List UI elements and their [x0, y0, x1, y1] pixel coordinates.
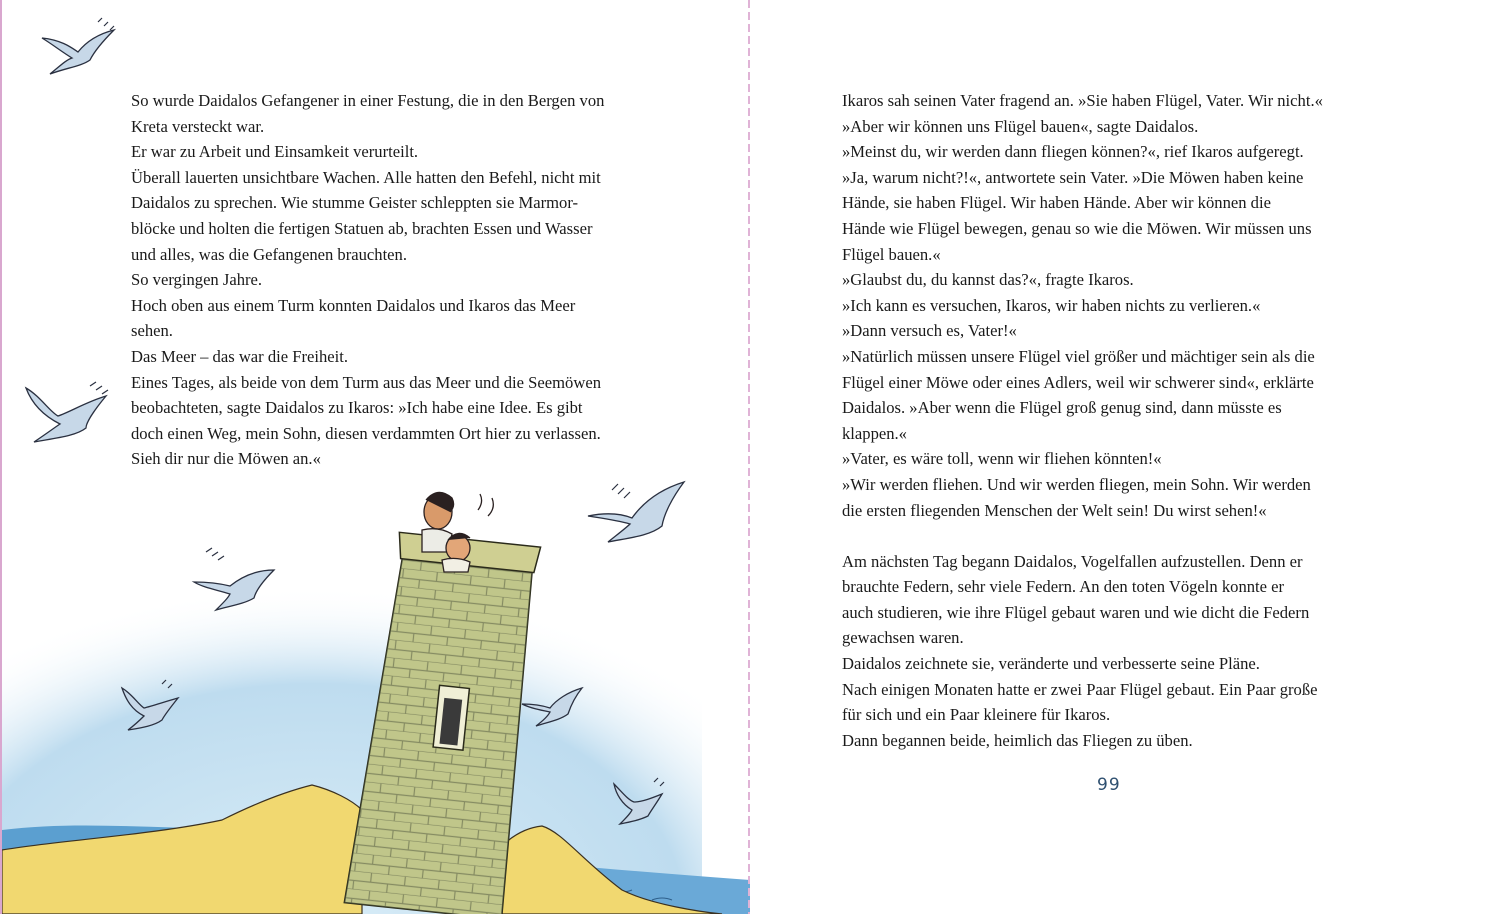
text-line: für sich und ein Paar kleinere für Ikaros. [842, 705, 1111, 725]
paragraph-gap [842, 523, 1402, 549]
text-line: Hoch oben aus einem Turm konnten Daidalos und Ikaros das Meer [131, 295, 576, 315]
text-line: Flügel bauen.« [842, 244, 941, 264]
text-line: sehen. [131, 321, 173, 341]
right-page [750, 0, 1500, 914]
text-line: gewachsen waren. [842, 628, 964, 648]
page-number: 99 [1097, 775, 1121, 795]
text-line: brauchte Federn, sehr viele Federn. An den toten Vögeln konnte er [842, 577, 1285, 597]
text-line: Hände, sie haben Flügel. Wir haben Hände. Aber wir können die [842, 193, 1271, 213]
text-line: Daidalos. »Aber wenn die Flügel groß genug sind, dann müsste es [842, 398, 1282, 418]
text-line: Hände wie Flügel bewegen, genau so wie die Möwen. Wir müssen uns [842, 218, 1312, 238]
text-line: doch einen Weg, mein Sohn, diesen verdammten Ort hier zu verlassen. [131, 423, 601, 443]
text-line: Überall lauerten unsichtbare Wachen. Alle hatten den Befehl, nicht mit [131, 167, 601, 187]
text-line: Ikaros sah seinen Vater fragend an. »Sie haben Flügel, Vater. Wir nicht.« [842, 91, 1323, 110]
text-line: klappen.« [842, 423, 907, 443]
seagull-icon [614, 778, 664, 824]
text-line: Nach einigen Monaten hatte er zwei Paar Flügel gebaut. Ein Paar große [842, 679, 1318, 699]
text-line: Eines Tages, als beide von dem Turm aus das Meer und die Seemöwen [131, 372, 601, 392]
text-line: »Wir werden fliehen. Und wir werden fliegen, mein Sohn. Wir werden [842, 474, 1311, 494]
text-line: Am nächsten Tag begann Daidalos, Vogelfallen aufzustellen. Denn er [842, 551, 1303, 571]
text-line: Das Meer – das war die Freiheit. [131, 346, 349, 366]
seagull-icon [588, 482, 684, 542]
text-line: »Natürlich müssen unsere Flügel viel größer und mächtiger sein als die [842, 346, 1315, 366]
sand-hill-left [2, 785, 362, 914]
text-line: beobachteten, sagte Daidalos zu Ikaros: »Ich habe eine Idee. Es gibt [131, 398, 583, 418]
seagull-icon [122, 680, 178, 730]
text-line: »Ja, warum nicht?!«, antwortete sein Vater. »Die Möwen haben keine [842, 167, 1304, 187]
text-line: »Vater, es wäre toll, wenn wir fliehen könnten!« [842, 449, 1162, 469]
text-line: Daidalos zeichnete sie, veränderte und verbesserte seine Pläne. [842, 654, 1260, 674]
text-line: und alles, was die Gefangenen brauchten. [131, 244, 407, 264]
text-line: Kreta versteckt war. [131, 116, 265, 136]
text-line: Sieh dir nur die Möwen an.« [131, 449, 321, 469]
text-line: blöcke und holten die fertigen Statuen ab, brachten Essen und Wasser [131, 218, 593, 238]
text-line: Dann begannen beide, heimlich das Fliegen zu üben. [842, 730, 1193, 750]
text-line: »Aber wir können uns Flügel bauen«, sagte Daidalos. [842, 116, 1199, 136]
text-line: auch studieren, wie ihre Flügel gebaut waren und wie dicht die Federn [842, 602, 1310, 622]
text-line: So wurde Daidalos Gefangener in einer Festung, die in den Bergen von [131, 91, 605, 110]
daidalos-and-ikaros [422, 492, 470, 572]
sea [2, 825, 242, 914]
sky-wash [2, 476, 702, 914]
seagull-icon [522, 688, 582, 726]
text-line: Er war zu Arbeit und Einsamkeit verurteilt. [131, 142, 419, 162]
text-line: »Glaubst du, du kannst das?«, fragte Ikaros. [842, 270, 1134, 290]
left-page-text [131, 88, 661, 472]
text-line: Daidalos zu sprechen. Wie stumme Geister schleppten sie Marmor- [131, 193, 579, 213]
sand-hill-right [472, 826, 722, 914]
text-line: die ersten fliegenden Menschen der Welt sein! Du wirst sehen!« [842, 500, 1267, 520]
seagull-icon [26, 382, 108, 442]
tower [344, 531, 540, 914]
text-line: »Meinst du, wir werden dann fliegen können?«, rief Ikaros aufgeregt. [842, 142, 1304, 162]
text-line: »Ich kann es versuchen, Ikaros, wir haben nichts zu verlieren.« [842, 295, 1261, 315]
seagull-icon [194, 548, 274, 610]
seagull-icon [42, 18, 114, 74]
text-line: »Dann versuch es, Vater!« [842, 321, 1017, 341]
text-line: So vergingen Jahre. [131, 270, 263, 290]
right-page-text [842, 88, 1402, 753]
text-line: Flügel einer Möwe oder eines Adlers, weil wir schwerer sind«, erklärte [842, 372, 1314, 392]
